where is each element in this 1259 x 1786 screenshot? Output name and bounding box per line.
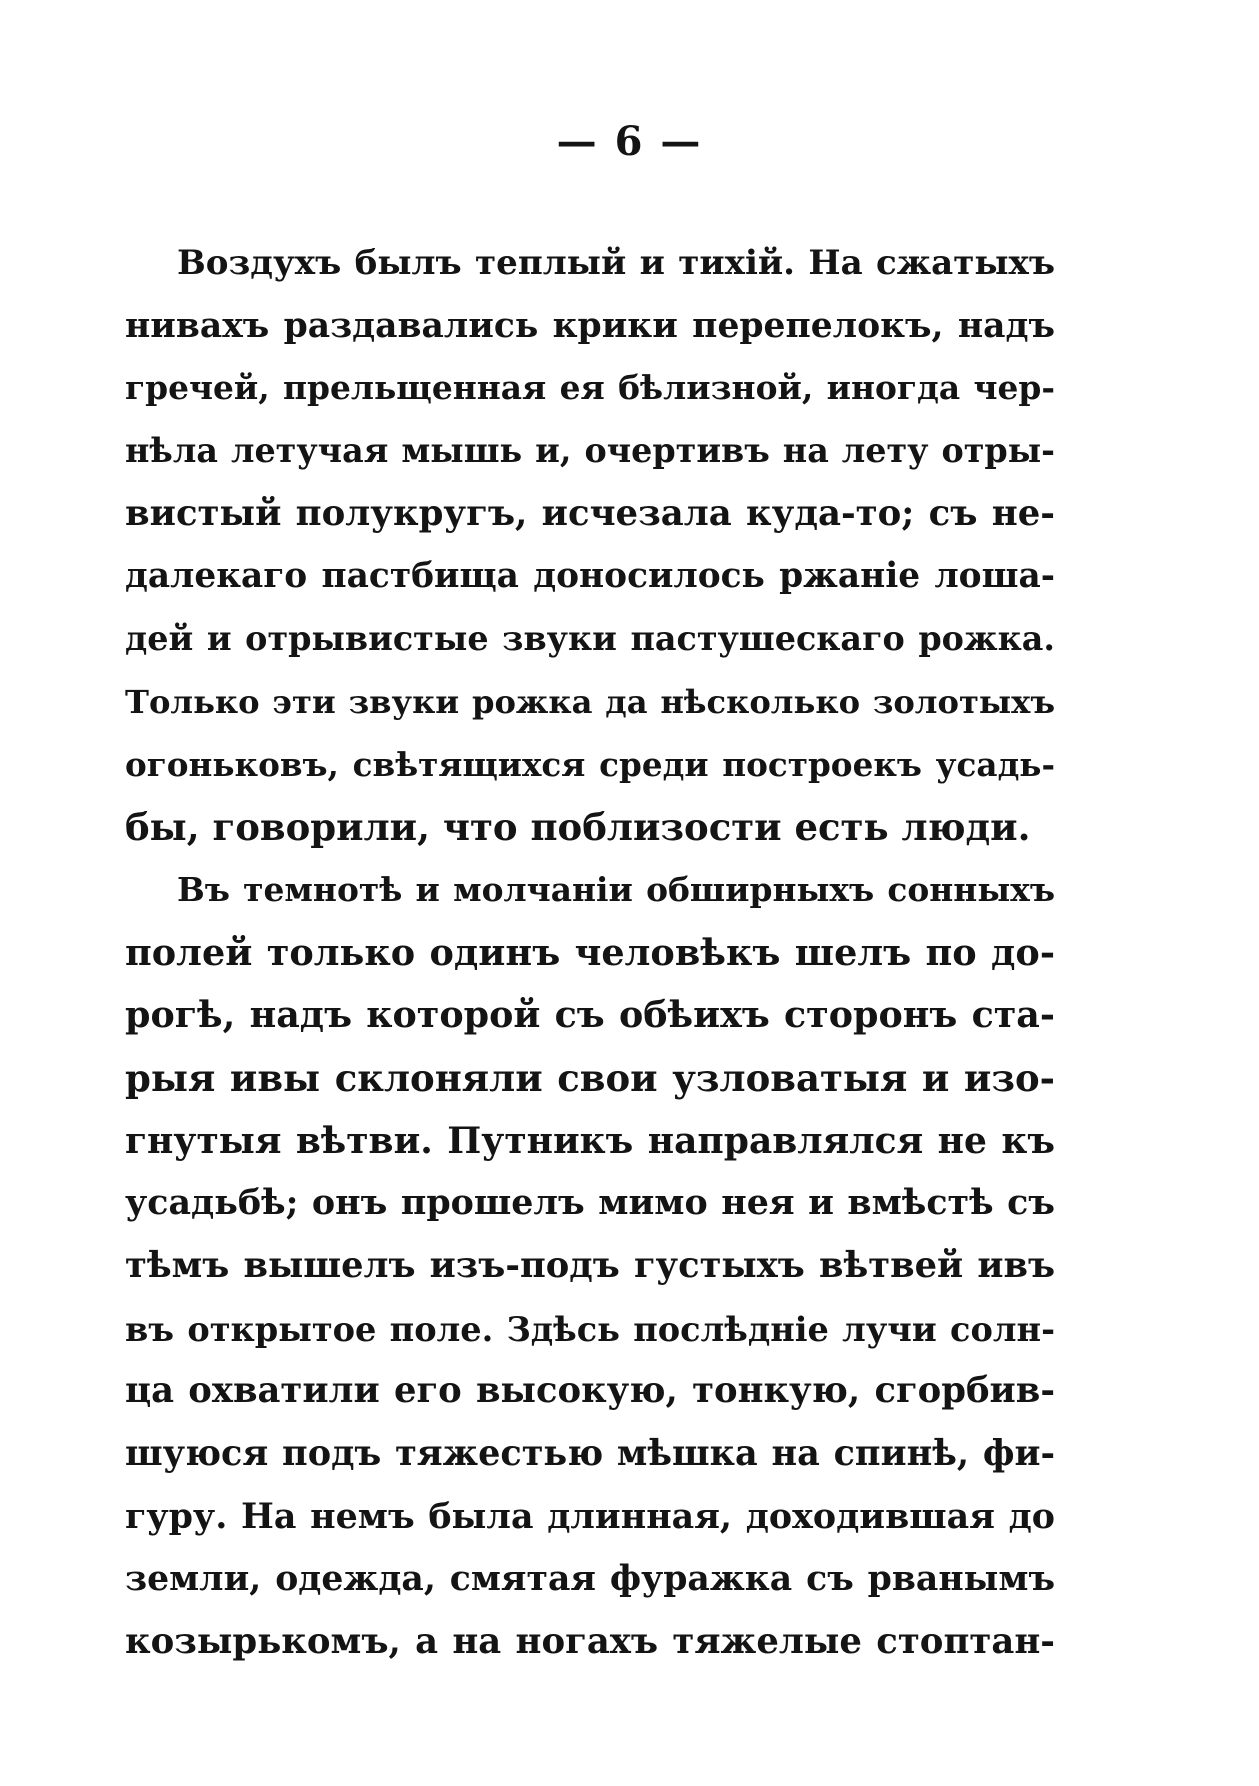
text-line: Воздухъ былъ теплый и тихій. На сжатыхъ [177, 243, 1055, 283]
paragraph-1 [125, 232, 1055, 859]
text-line: нѣла летучая мышь и, очертивъ на лету отры- [125, 431, 1055, 471]
text-line: вистый полукругъ, исчезала куда-то; съ не- [125, 492, 1055, 534]
text-line: Въ темнотѣ и молчаніи обширныхъ сонныхъ [177, 869, 1055, 909]
text-line: огоньковъ, свѣтящихся среди построекъ усадь- [125, 744, 1055, 784]
text-line: гнутыя вѣтви. Путникъ направлялся не къ [125, 1119, 1055, 1162]
text-line: бы, говорили, что поблизости есть люди. [125, 805, 1031, 850]
text-line: нивахъ раздавались крики перепелокъ, надъ [125, 305, 1055, 346]
text-line: гречей, прельщенная ея бѣлизной, иногда чер- [125, 368, 1055, 408]
text-line: далекаго пастбища доносилось ржаніе лоша- [125, 556, 1055, 597]
paragraph-2 [125, 859, 1055, 1674]
text-line: Только эти звуки рожка да нѣсколько золотыхъ [125, 682, 1055, 721]
text-line: шуюся подъ тяжестью мѣшка на спинѣ, фи- [125, 1433, 1055, 1475]
text-line: полей только одинъ человѣкъ шелъ по до- [125, 930, 1055, 974]
text-line: въ открытое поле. Здѣсь послѣдніе лучи солн- [125, 1308, 1055, 1349]
text-line: тѣмъ вышелъ изъ-подъ густыхъ вѣтвей ивъ [125, 1245, 1055, 1286]
text-line: рыя ивы склоняли свои узловатыя и изо- [125, 1055, 1055, 1100]
text-line: дей и отрывистые звуки пастушескаго рожка. [125, 619, 1055, 659]
text-line: земли, одежда, смятая фуражка съ рванымъ [125, 1559, 1055, 1600]
text-line: усадьбѣ; онъ прошелъ мимо нея и вмѣстѣ съ [125, 1182, 1055, 1224]
text-line: гуру. На немъ была длинная, доходившая до [125, 1495, 1055, 1537]
text-line: козырькомъ, а на ногахъ тяжелые стоптан- [125, 1621, 1055, 1663]
text-line: ца охватили его высокую, тонкую, сгорбив- [125, 1370, 1055, 1412]
text-line: рогѣ, надъ которой съ обѣихъ сторонъ ста- [125, 993, 1055, 1037]
body-text [125, 232, 1055, 1674]
page-number: — 6 — [556, 118, 703, 165]
